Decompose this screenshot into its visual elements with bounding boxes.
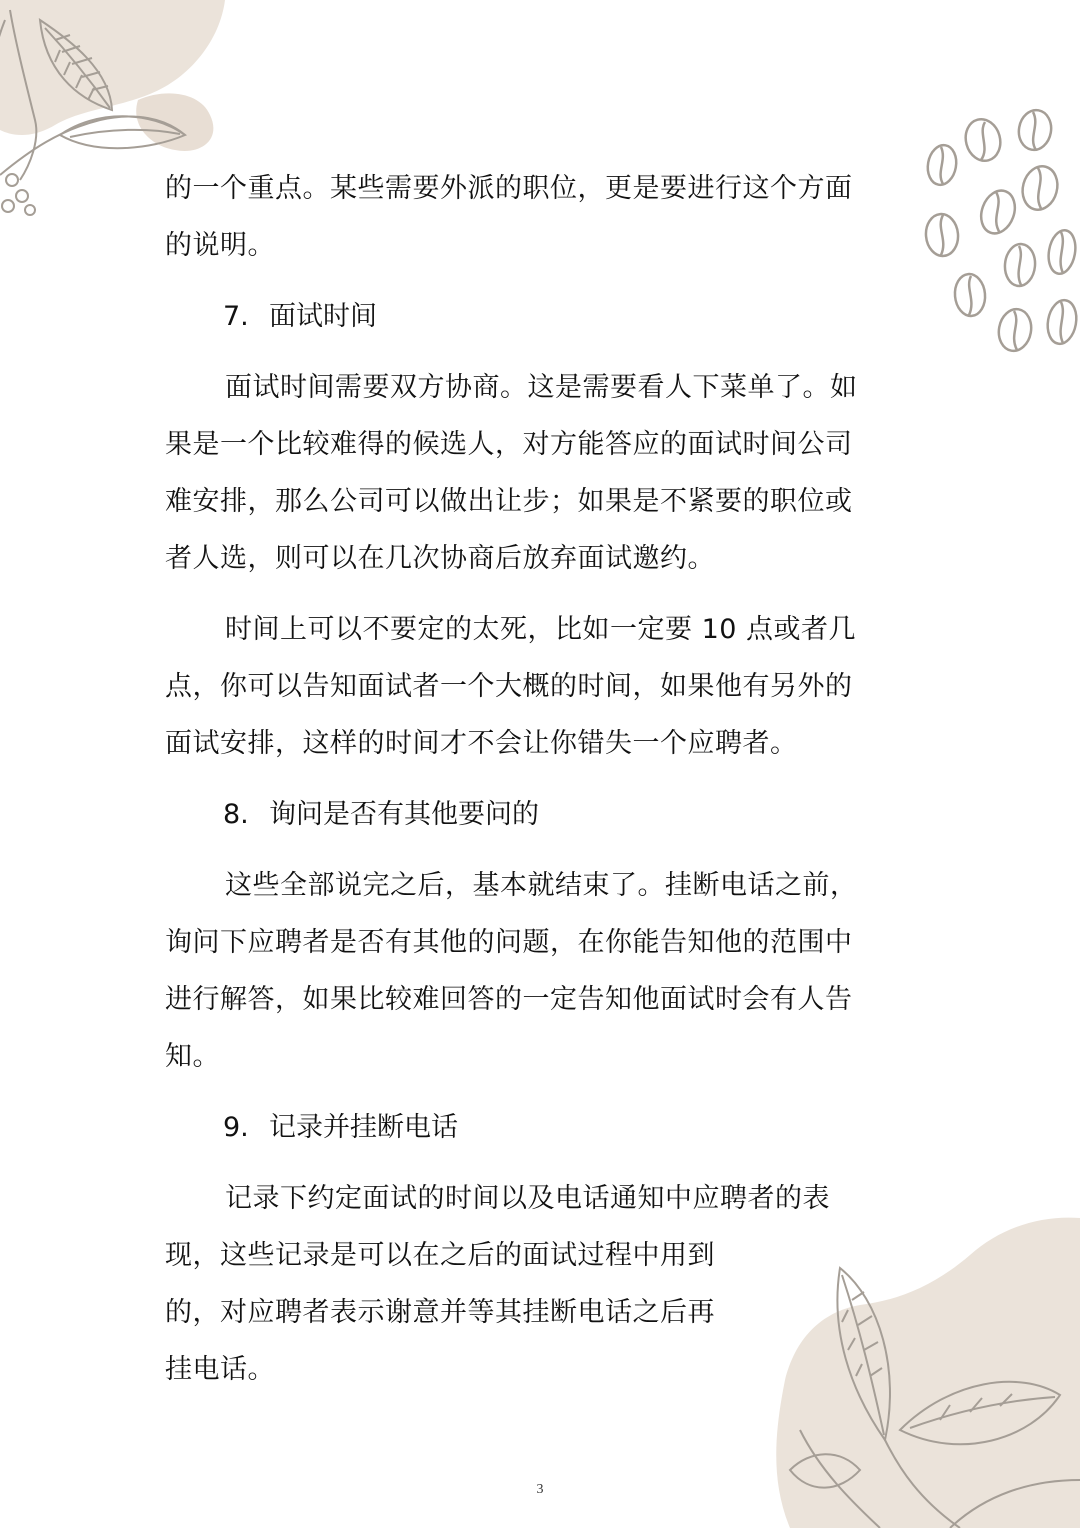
paragraph-line: 时间上可以不要定的太死，比如一定要 10 点或者几 [225, 614, 857, 645]
coffee-beans-decoration [924, 108, 1079, 354]
section-heading-9 [165, 1099, 917, 1156]
paragraph-line: 的，对应聘者表示谢意并等其挂断电话之后再 [165, 1297, 715, 1328]
section-number: 8. [223, 799, 249, 830]
paragraph-line: 点，你可以告知面试者一个大概的时间，如果他有另外的 [165, 671, 853, 702]
paragraph-line: 面试安排，这样的时间才不会让你错失一个应聘者。 [165, 728, 798, 759]
paragraph-line: 的说明。 [165, 230, 275, 261]
section-title: 面试时间 [269, 301, 377, 332]
section-number: 9. [223, 1112, 249, 1143]
paragraph-line: 挂电话。 [165, 1354, 275, 1385]
paragraph-line: 知。 [165, 1041, 220, 1072]
paragraph-line: 难安排，那么公司可以做出让步；如果是不紧要的职位或 [165, 486, 853, 517]
paragraph-line: 现，这些记录是可以在之后的面试过程中用到 [165, 1240, 715, 1271]
paragraph-line: 的一个重点。某些需要外派的职位，更是要进行这个方面 [165, 173, 853, 204]
section-heading-8 [165, 786, 917, 843]
page-number: 3 [536, 1482, 544, 1497]
section-title: 询问是否有其他要问的 [269, 799, 539, 830]
section-number: 7. [223, 301, 249, 332]
paragraph-line: 这些全部说完之后，基本就结束了。挂断电话之前， [225, 870, 858, 901]
document-body [165, 160, 917, 1398]
section-heading-7 [165, 288, 917, 345]
paragraph-line: 面试时间需要双方协商。这是需要看人下菜单了。如 [225, 372, 858, 403]
paragraph-line: 果是一个比较难得的候选人，对方能答应的面试时间公司 [165, 429, 853, 460]
paragraph-line: 记录下约定面试的时间以及电话通知中应聘者的表 [225, 1183, 830, 1214]
paragraph-line: 者人选，则可以在几次协商后放弃面试邀约。 [165, 543, 715, 574]
section-title: 记录并挂断电话 [269, 1112, 458, 1143]
paragraph-line: 询问下应聘者是否有其他的问题，在你能告知他的范围中 [165, 927, 853, 958]
paragraph-line: 进行解答，如果比较难回答的一定告知他面试时会有人告 [165, 984, 853, 1015]
